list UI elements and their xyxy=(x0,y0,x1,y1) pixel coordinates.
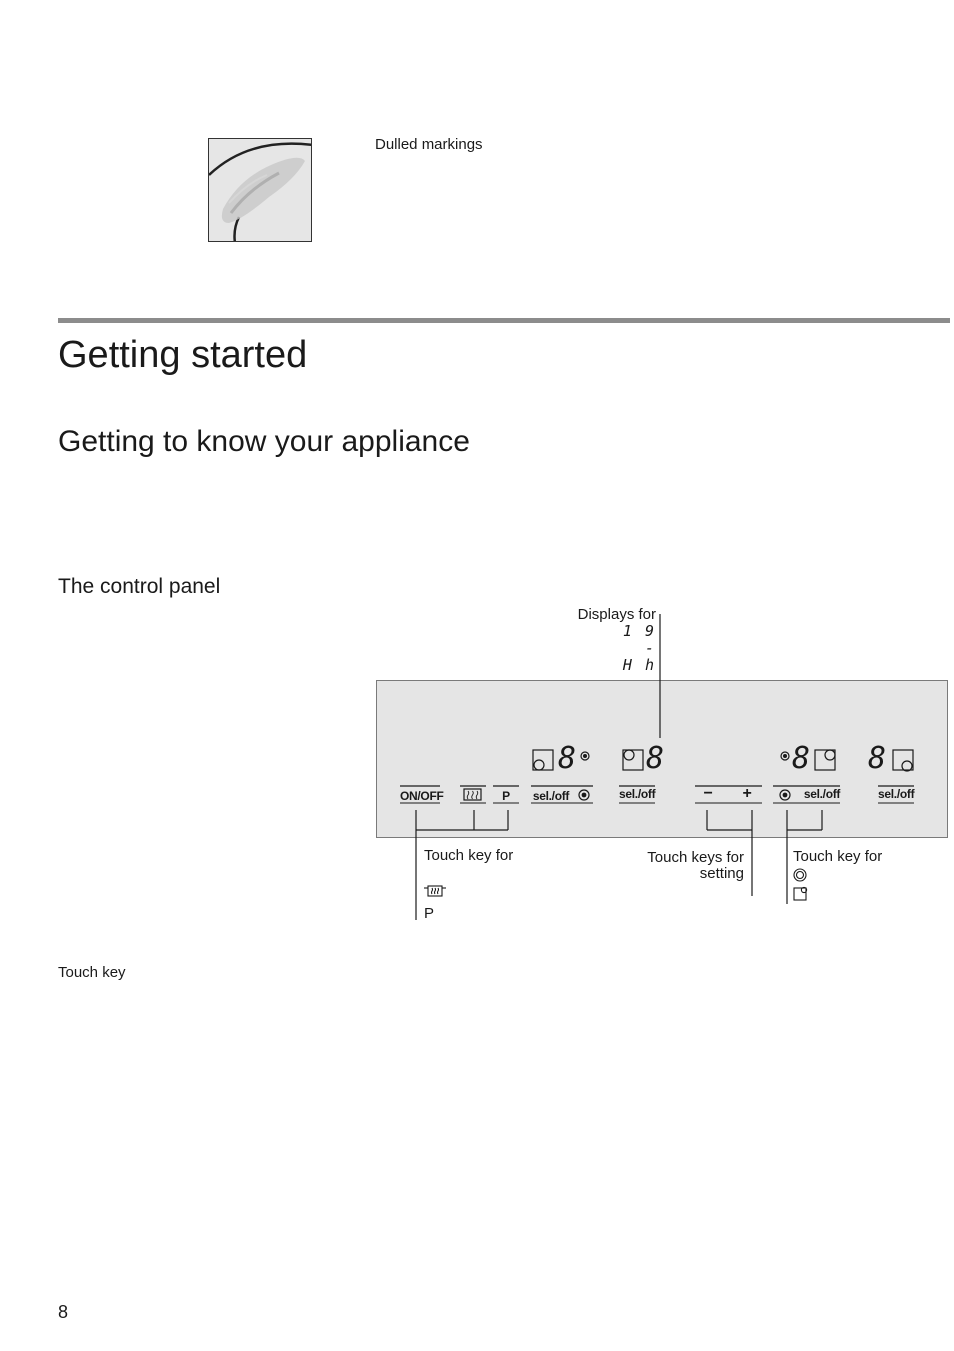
zone2-display: 8 xyxy=(646,741,667,776)
zone3-sel-off-key[interactable]: sel./off xyxy=(803,787,841,801)
dual-zone-key-left[interactable] xyxy=(576,787,593,803)
touch-key-text: Touch key xyxy=(58,964,126,981)
page-title: Getting started xyxy=(58,334,308,376)
touch-key-for-left-label: Touch key for xyxy=(424,847,514,864)
zone1-sel-off-key[interactable]: sel./off xyxy=(532,789,570,803)
plus-key[interactable]: + xyxy=(742,785,752,802)
displays-for-label: Displays for xyxy=(577,606,656,623)
program-key-legend: P xyxy=(424,905,435,922)
section-title: Getting to know your appliance xyxy=(58,425,470,458)
zone2-sel-off-key[interactable]: sel./off xyxy=(619,787,656,801)
zone4-display: 8 xyxy=(868,741,889,776)
touch-key-for-right-label: Touch key for xyxy=(793,848,883,865)
display-value-range: 1 9 xyxy=(622,622,656,640)
warm-key[interactable] xyxy=(460,787,486,803)
page-number: 8 xyxy=(58,1302,69,1322)
dual-zone-key-right[interactable] xyxy=(776,787,794,803)
on-off-key[interactable]: ON/OFF xyxy=(400,789,444,803)
zone4-sel-off-key[interactable]: sel./off xyxy=(878,787,915,801)
minus-key[interactable]: − xyxy=(703,785,713,802)
touch-keys-for-label: Touch keys for xyxy=(647,849,744,866)
subsection-title: The control panel xyxy=(58,575,221,598)
zone3-display: 8 xyxy=(792,741,813,776)
zone1-display: 8 xyxy=(558,741,579,776)
display-value-residual-heat: H h xyxy=(622,656,656,674)
illustration-caption: Dulled markings xyxy=(375,136,483,153)
display-value-dash: - xyxy=(644,639,656,657)
program-key[interactable]: P xyxy=(502,789,510,803)
setting-label: setting xyxy=(699,865,744,882)
